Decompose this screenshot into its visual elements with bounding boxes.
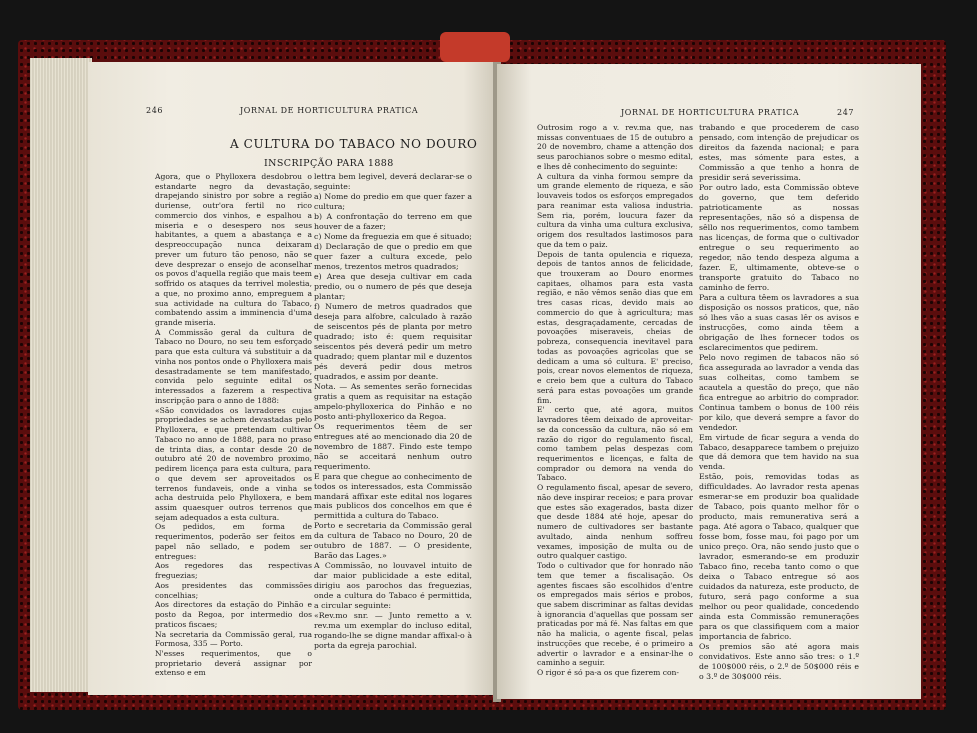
right-page <box>497 64 921 699</box>
spine-headband <box>440 32 510 62</box>
left-column-2-text: lettra bem legivel, deverá declarar-se o seguinte: a) Nome do predio em que quer fazer a cultura; b) A confrontação do terreno em que houver de a fazer; c) Nome da freguezia em que é situado; d) Declaração de que o predio em que quer fazer a cultura excede, pelo menos, trezentos metros quadrados; e) Area que deseja cultivar em cada predio, ou o numero de pés que deseja plantar; f) Numero de metros quadrados que deseja para alfobre, calculado à razão de seiscentos pés de planta por metro quadrado; isto é: quem requisitar seiscentos pés deverá pedir um metro quadrado; quem plantar mil e duzentos pés deverá pedir dous metros quadrados, e assim por deante. Nota. — As sementes serão fornecidas gratis a quem as requisitar na estação ampelo-phylloxerica do Pinhão e no posto anti-phylloxerico da Regoa. Os requerimentos têem de ser entregues até ao mencionado dia 20 de novembro de 1887. Findo este tempo não se acceitará nenhum outro requerimento. E para que chegue ao conhecimento de todos os interessados, esta Commissão mandará affixar este edital nos logares mais publicos dos concelhos em que é permittida a cultura do Tabaco. Porto e secretaria da Commissão geral da cultura de Tabaco no Douro, 20 de outubro de 1887. — O presidente, Barão das Lages.» A Commissão, no louvavel intuito de dar maior publicidade a este edital, dirigiu aos parochos das freguezias, onde a cultura do Tabaco é permittida, a circular seguinte: «Rev.mo snr. — Junto remetto a v. rev.ma um exemplar do incluso edital, rogando-lhe se digne mandar affixal-o à porta da egreja parochial. <box>314 172 472 651</box>
article-title: A CULTURA DO TABACO NO DOURO <box>230 137 478 151</box>
left-column-1 <box>155 172 312 678</box>
running-head-left: JORNAL DE HORTICULTURA PRATICA <box>240 106 419 115</box>
article-subtitle: INSCRIPÇÃO PARA 1888 <box>264 158 394 169</box>
page-number-right: 247 <box>837 108 855 117</box>
running-head-right: JORNAL DE HORTICULTURA PRATICA <box>621 108 800 117</box>
right-column-1-text: Outrosim rogo a v. rev.ma que, nas missas conventuaes de 15 de outubro a 20 de novembro, chame a attenção dos seus parochianos sobre o mesmo edital, e lhes dê conhecimento do seguinte: A cultura da vinha formou sempre da um grande elemento de riqueza, e são louvaveis todos os esforços empregados para reanimar esta valiosa industria. Sem ria, porém, loucura fazer da cultura da vinha uma cultura exclusiva, origem dos resultados lastimosos para que da tem o paiz. Depois de tanta opulencia e riqueza, depois de tantos annos de felicidade, que trouxeram ao Douro enormes capitaes, olhamos para esta vasta região, e não vêmos senão dias que em tres casas ricas, devido mais ao commercio do que à agricultura; mas estas, desgraçadamente, cercadas de povoações miseraveis, cheias de pobreza, consequencia inevitavel para todas as povoações agricolas que se dedicam a uma só cultura. E' preciso, pois, crear novos elementos de riqueza, e creio bem que a cultura do Tabaco será para estas povoações um grande fim. E' certo que, até agora, muitos lavradores têem deixado de aproveitar-se da concessão da cultura, não só em razão do rigor do regulamento fiscal, como tambem pelas despezas com requerimentos e licenças, e falta de comprador ou demora na venda do Tabaco. O regulamento fiscal, apesar de severo, não deve inspirar receios; e para provar que estes são exagerados, basta dizer que desde 1884 até hoje, apesar do numero de cultivadores ser bastante avultado, ainda nenhum soffreu vexames, imposição de multa ou de outro qualquer castigo. Todo o cultivador que for honrado não tem que temer a fiscalisação. Os agentes fiscaes são escolhidos d'entre os empregados mais sérios e probos, que sabem discriminar as faltas devidas à ignorancia d'aquellas que possam ser praticadas por má fé. Nas faltas em que não ha malicia, o agente fiscal, pelas instrucções que recebe, é o primeiro a advertir o lavrador e a ensinar-lhe o caminho a seguir. O rigor é só pa-a os que fizerem con- <box>537 123 693 678</box>
left-column-2 <box>314 172 472 651</box>
right-column-1 <box>537 123 693 678</box>
left-page <box>88 62 496 695</box>
page-number-left: 246 <box>146 106 164 115</box>
left-column-1-text: Agora, que o Phylloxera desdobrou o estandarte negro da devastação, drapejando sinistro por sobre a região duriense, outr'ora fertil no rico commercio dos vinhos, e espalhou a miseria e o desespero nos seus habitantes, a quem a abastança e a despreoccupação nunca deixaram prever um futuro tão penoso, não se deve desprezar o ensejo de aconselhar os povos d'aquella região que mais teem soffrido os ataques da terrivel molestia, a que, no proximo anno, empreguem a sua actividade na cultura do Tabaco, combatendo assim a imminencia d'uma grande miseria. A Commissão geral da cultura de Tabaco no Douro, no seu tem esforçado para que esta cultura vá substituir a da vinha nos pontos onde o Phylloxera mais desastradamente se tem manifestado, convida pelo seguinte edital os interessados a fazerem a respectiva inscripção para o anno de 1888: «São convidados os lavradores cujas propriedades se achem devastadas pelo Phylloxera, e que pretendam cultivar Tabaco no anno de 1888, para no praso de trinta dias, a contar desde 20 de outubro até 20 de novembro proximo, pedirem licença para esta cultura, para o que devem ser aproveitados os terrenos fundaveis, onde a vinha se acha destruida pelo Phylloxera, e bem assim quaesquer outros terrenos que sejam adequados a esta cultura. Os pedidos, em forma de requerimentos, poderão ser feitos em papel não sellado, e podem ser entregues: Aos regedores das respectivas freguezias; Aos presidentes das commissões concelhias; Aos directores da estação do Pinhão e posto da Regoa, por intermedio dos praticos fiscaes; Na secretaria da Commissão geral, rua Formosa, 335 — Porto. N'esses requerimentos, que o proprietario deverá assignar por extenso e em <box>155 172 312 678</box>
right-column-2-text: trabando e que procederem de caso pensado, com intenção de prejudicar os direitos da fazenda nacional; e para estes, mas sómente para estes, a Commissão a que tenho a honra de presidir será severissima. Por outro lado, esta Commissão obteve do governo, que tem deferido patrioticamente as nossas representações, não só a dispensa de sêllo nos requerimentos, como tambem nas licenças, de forma que o cultivador entregue o seu requerimento ao regedor, não tendo despeza alguma a fazer. E, ultimamente, obteve-se o transporte gratuito do Tabaco no caminho de ferro. Para a cultura têem os lavradores a sua disposição os nossos praticos, que, não só lhes vão a suas casas lêr os avisos e instrucções, como ainda têem a obrigação de lhes fornecer todos os esclarecimentos que pedirem. Pelo novo regimen de tabacos não só fica assegurada ao lavrador a venda das suas colheitas, como tambem se acautela a questão do preço, que não fica entregue ao arbitrio do comprador. Continua tambem o bonus de 100 réis por kilo, que deverá sempre a favor do vendedor. Em virtude de ficar segura a venda do Tabaco, desapparece tambem o prejuizo que dá demora que tem havido na sua venda. Estão, pois, removidas todas as difficuldades. Ao lavrador resta apenas esmerar-se em produzir boa qualidade de Tabaco, pois quanto melhor fôr o producto, mais remunerativa será a paga. Até agora o Tabaco, qualquer que fosse bom, fosse mau, foi pago por um unico preço. Ora, não sendo justo que o lavrador, esmerando-se em produzir Tabaco fino, receba tanto como o que deixa o Tabaco entregue só aos cuidados da natureza, este producto, de futuro, será pago conforme a sua melhor ou peor qualidade, concedendo ainda esta Commissão remunerações para os que classifiquem com a maior importancia de fabrico. Os premios são até agora mais convidativos. Este anno são tres: o 1.º de 100$000 réis, o 2.º de 50$000 réis e o 3.º de 30$000 réis. <box>699 123 859 682</box>
right-column-2 <box>699 123 859 682</box>
page-edges <box>30 58 92 692</box>
